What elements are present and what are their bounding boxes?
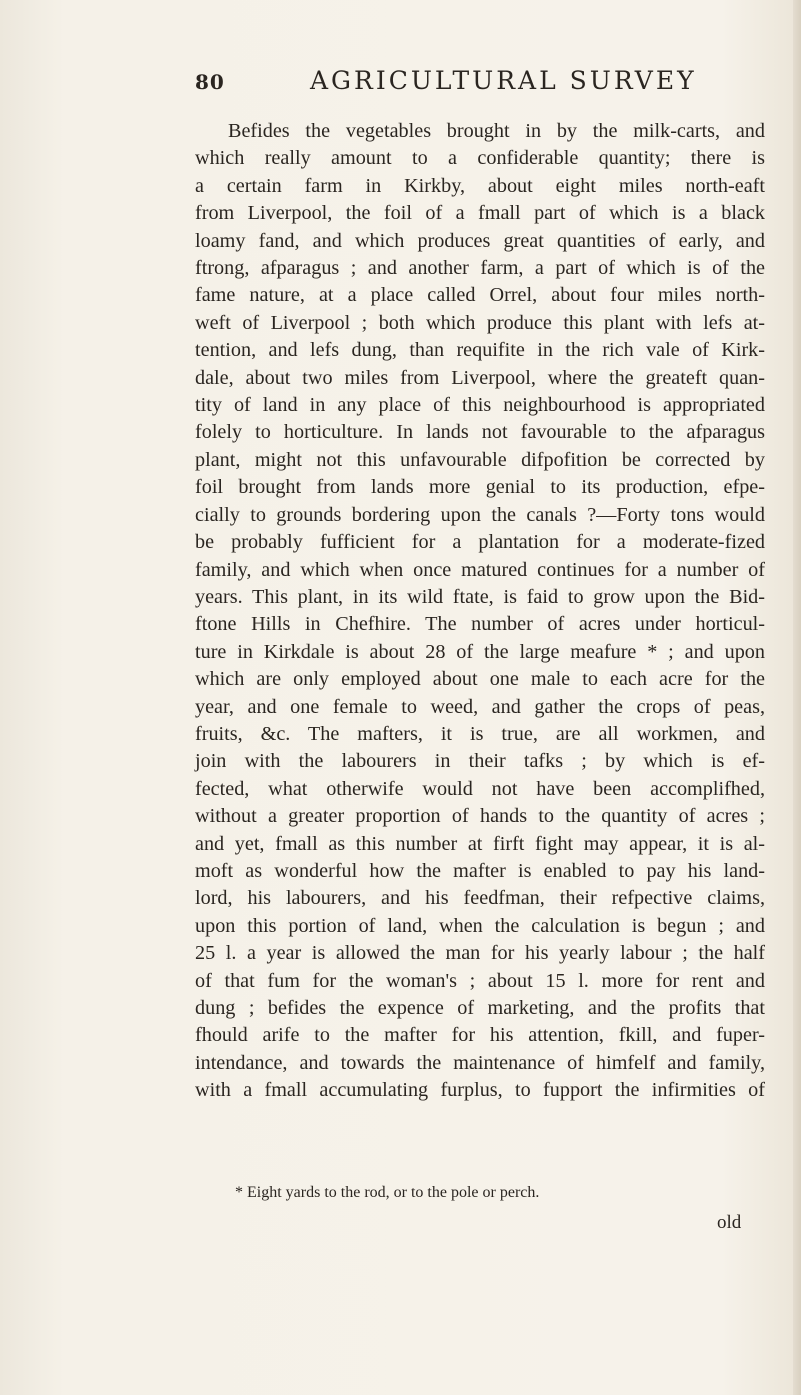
text-line: and yet, fmall as this number at firft fight may appear, it is al- bbox=[195, 832, 765, 855]
page-header bbox=[195, 66, 765, 110]
text-line: tity of land in any place of this neighbourhood is appropriated bbox=[195, 394, 765, 417]
text-line: weft of Liverpool ; both which produce this plant with lefs at- bbox=[195, 311, 765, 334]
catchword: old bbox=[717, 1212, 742, 1233]
text-line: 25 l. a year is allowed the man for his yearly labour ; the half bbox=[195, 942, 765, 965]
text-line: lord, his labourers, and his feedfman, their refpective claims, bbox=[195, 887, 765, 910]
text-line: foil brought from lands more genial to its production, efpe- bbox=[195, 476, 765, 499]
text-line: years. This plant, in its wild ftate, is faid to grow upon the Bid- bbox=[195, 585, 765, 608]
text-line: fruits, &c. The mafters, it is true, are all workmen, and bbox=[195, 722, 765, 745]
text-line: cially to grounds bordering upon the canals ?—Forty tons would bbox=[195, 503, 765, 526]
text-line: family, and which when once matured continues for a number of bbox=[195, 558, 765, 581]
text-line: a certain farm in Kirkby, about eight miles north-eaft bbox=[195, 174, 765, 197]
text-line: year, and one female to weed, and gather the crops of peas, bbox=[195, 695, 765, 718]
body-paragraph bbox=[195, 118, 765, 1105]
text-line: dung ; befides the expence of marketing, and the profits that bbox=[195, 997, 765, 1019]
text-line: moft as wonderful how the mafter is enabled to pay his land- bbox=[195, 859, 765, 882]
text-line: which really amount to a confiderable quantity; there is bbox=[195, 147, 765, 170]
text-line: from Liverpool, the foil of a fmall part of which is a black bbox=[195, 202, 765, 225]
running-head: AGRICULTURAL SURVEY bbox=[310, 66, 697, 95]
text-line: dale, about two miles from Liverpool, where the greateft quan- bbox=[195, 366, 765, 389]
text-line: Befides the vegetables brought in by the milk-carts, and bbox=[228, 120, 765, 142]
text-line: fected, what otherwife would not have been accomplifhed, bbox=[195, 777, 765, 800]
text-line: tention, and lefs dung, than requifite in the rich vale of Kirk- bbox=[195, 339, 765, 362]
page-number: 80 bbox=[195, 70, 225, 94]
text-line: fame nature, at a place called Orrel, about four miles north- bbox=[195, 284, 765, 307]
page-edge bbox=[793, 0, 801, 1395]
text-line: of that fum for the woman's ; about 15 l. more for rent and bbox=[195, 969, 765, 992]
text-line: which are only employed about one male to each acre for the bbox=[195, 668, 765, 691]
text-line: join with the labourers in their tafks ; by which is ef- bbox=[195, 750, 765, 773]
text-line: ture in Kirkdale is about 28 of the large meafure * ; and upon bbox=[195, 640, 765, 663]
text-line: intendance, and towards the maintenance of himfelf and family, bbox=[195, 1051, 765, 1074]
text-line: ftone Hills in Chefhire. The number of acres under horticul- bbox=[195, 613, 765, 636]
text-line: be probably fufficient for a plantation for a moderate-fized bbox=[195, 531, 765, 554]
text-line: folely to horticulture. In lands not favourable to the afparagus bbox=[195, 421, 765, 444]
text-line: without a greater proportion of hands to the quantity of acres ; bbox=[195, 805, 765, 828]
text-line: plant, might not this unfavourable difpofition be corrected by bbox=[195, 448, 765, 471]
text-line: loamy fand, and which produces great quantities of early, and bbox=[195, 229, 765, 252]
text-line: with a fmall accumulating furplus, to fupport the infirmities of bbox=[195, 1079, 765, 1102]
text-line: ftrong, afparagus ; and another farm, a part of which is of the bbox=[195, 257, 765, 280]
footnote: * Eight yards to the rod, or to the pole or perch. bbox=[235, 1184, 540, 1201]
text-line: upon this portion of land, when the calculation is begun ; and bbox=[195, 914, 765, 937]
text-line: fhould arife to the mafter for his attention, fkill, and fuper- bbox=[195, 1024, 765, 1047]
